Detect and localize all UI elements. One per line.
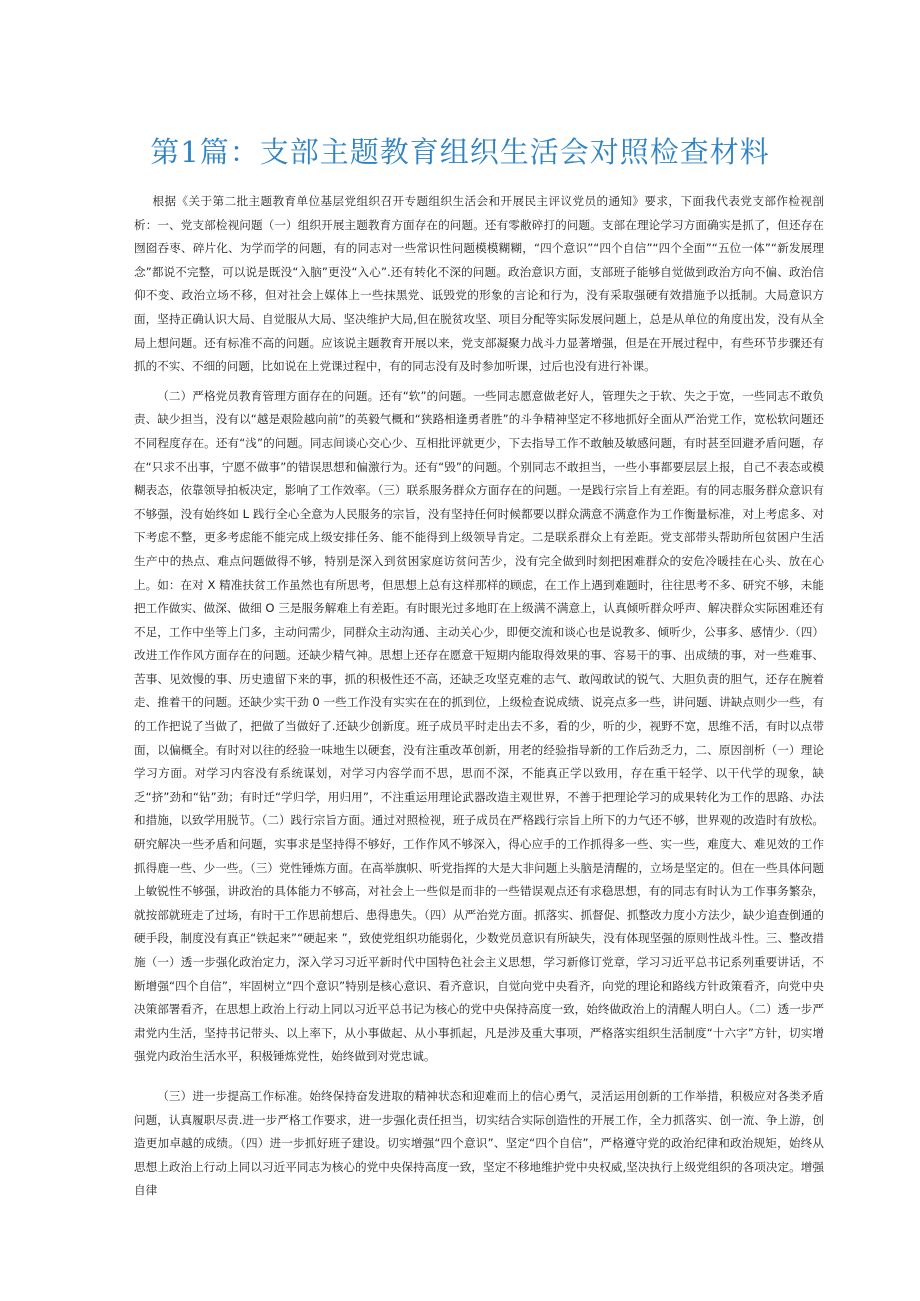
paragraph-2: （二）严格党员教育管理方面存在的问题。还有“软”的问题。一些同志愿意做老好人，管理失之于软、失之于宽，一些同志不敢负责、缺少担当，没有以“越是艰险越向前”的英毅气概和“狭路相逢勇者胜”的斗争精神坚定不移地抓好全面从严治党工作，宽松软问题还不同程度存在。还有“浅”的问题。同志间谈心交心少、互相批评就更少，下去指导工作不敢触及敏感问题，有时甚至回避矛盾问题，存在“只求不出事，宁愿不做事”的错误思想和偏激行为。还有“毁”的问题。个别同志不敢担当，一些小事都要层层上报，自己不表态或模糊表态，依靠领导拍板决定，影响了工作效率。（三）联系服务群众方面存在的问题。一是践行宗旨上有差距。有的同志服务群众意识有不够强，没有始终如 L 践行全心全意为人民服务的宗旨，没有坚持任何时候都要以群众满意不满意作为工作衡量标准，对上考虑多、对下考虑不整，更多考虑能不能完成上级安排任务、能不能得到上级领导肯定。二是联系群众上有差距。党支部带头帮助所包贫困户生活生产中的热点、难点问题做得不够，特别是深入到贫困家庭访贫问苦少，没有完全做到时刻把困难群众的安危冷暖挂在心头、放在心上。如：在对 X 精准扶贫工作虽然也有所思考，但思想上总有这样那样的顾虑，在工作上遇到难题时，往往思考不多、研究不够，未能把工作做实、做深、做细 O 三是服务解难上有差距。有时眼光过多地盯在上级满不满意上，认真倾听群众呼声、解决群众实际困难还有不足，工作中坐等上门多，主动问需少，同群众主动沟通、主动关心少，即便交流和谈心也是说教多、倾听少，公事多、感情少.（四）改进工作作风方面存在的问题。还缺少精气神。思想上还存在愿意干短期内能取得效果的事、容易干的事、出成绩的事，对一些难事、苦事、见效慢的事、历史遗留下来的事，抓的积极性还不高，还缺乏攻坚克难的志气、敢闯敢试的锐气、大胆负责的胆气，还存在腕着走、推着干的问题。还缺少实干劲 0 一些工作没有实实在在的抓到位，上级检查说成绩、说亮点多一些，讲问题、讲缺点则少一些，有的工作把说了当做了，把做了当做好了.还缺少创新度。班子成员平时走出去不多，看的少，听的少，视野不宽，思维不活，有时以点带面，以偏概全。有时对以往的经验一味地生以硬套，没有注重改革创新，用老的经验指导新的工作后劲乏力，二、原因剖析（一）理论学习方面。对学习内容没有系统谋划，对学习内容学而不思，思而不深，不能真正学以致用，存在重干轻学、以干代学的现象，缺乏“挤”劲和“钻”劲；有时迁“学归学，用归用”，不注重运用理论武器改造主观世界，不善于把理论学习的成果转化为工作的思路、办法和措施，以致学用脱节。（二）践行宗旨方面。通过对照检视，班子成员在严格践行宗旨上所下的力气还不够，世界观的改造时有放松。研究解决一些矛盾和问题，实事求是坚持得不够好，工作作风不够深入，得心应手的工作抓得多一些、实一些，难度大、难见效的工作抓得鹿一些、少一些。（三）党性锤炼方面。在高举旗帜、听党指挥的大是大非问题上头脑是清醒的，立场是坚定的。但在一些具体问题上敏锐性不够强，讲政治的具体能力不够高，对社会上一些似是而非的一些错误观点还有求稳思想，有的同志有时认为工作事务繁杂，就按部就班走了过场，有时干工作思前想后、患得患失。（四）从严治党方面。抓落实、抓督促、抓整改力度小方法少，缺少追查倒通的硬手段，制度没有真正“铁起来”“硬起来 ”，致使党组织功能弱化，少数党员意识有所缺失，没有体现坚强的原则性战斗性。三、整改措施（一）透一步强化政治定力，深入学习习近平新时代中国特色社会主义思想，学习新修订党章，学习习近平总书记系列重要讲话，不断增强“四个自信”，牢固树立“四个意识”特别是核心意识、看齐意识，自觉向党中央看齐，向党的理论和路线方针政策看齐，向党中央决策部署看齐，在思想上政治上行动上同以习近平总书记为核心的党中央保持高度一致，始终做政治上的清醒人明白人。（二）透一步严肃党内生活，坚持书记带头、以上率下，从小事做起、从小事抓起，凡是涉及重大事项，严格落实组织生活制度“十六字”方针，切实增强党内政治生活水平，积极锤炼党性，始终做到对党忠诚。 xyxy=(134,388,824,1064)
document-body xyxy=(134,190,824,1203)
paragraph-1: 根据《关于第二批主题教育单位基层党组织召开专题组织生活会和开展民主评议党员的通知》要求，下面我代表党支部作检视剖析：一、党支部检视问题（一）组织开展主题教育方面存在的问题。还有零敝碎打的问题。支部在理论学习方面确实是抓了，但还存在囫囵吞枣、碎片化、为学而学的问题，有的同志对一些常识性问题模模糊糊，“四个意识”“四个自信”“四个全面”“五位一体”“新发展理念”都说不完整，可以说是既没“入脑”更没“入心”.还有转化不深的问题。政治意识方面，支部班子能够自觉做到政治方向不偏、政治信仰不变、政治立场不移，但对社会上媒体上一些抹黑党、诋毁党的形象的言论和行为，没有采取强硬有效措施予以抵制。大局意识方面，坚持正确认识大局、自觉服从大局、坚决维护大局,但在脱贫攻坚、项目分配等实际发展问题上，总是从单位的角度出发，没有从全局上想问题。还有标准不高的问题。应该说主题教育开展以来，党支部凝聚力战斗力显著增强，但是在开展过程中，有些环节步骤还有抓的不实、不细的问题，比如说在上党课过程中，有的同志没有及时参加听课，过后也没有进行补课。 xyxy=(134,194,824,374)
paragraph-3: （三）进一步提高工作标准。始终保持奋发进取的精神状态和迎难而上的信心勇气，灵活运用创新的工作举措，积极应对各类矛盾问题，认真履职尽责.进一步严格工作要求，进一步强化责任担当，切实结合实际创造性的开展工作，全力抓落实、创一流、争上游，创造更加卓越的成绩。（四）进一步抓好班子建设。切实增强“四个意识”、坚定“四个自信”，严格遵守党的政治纪律和政治规矩，始终从思想上政治上行动上同以习近平同志为核心的党中央保持高度一致，坚定不移地维护党中央权威,坚决执行上级党组织的各项决定。增强自律 xyxy=(134,1088,824,1198)
document-title: 第1篇：支部主题教育组织生活会对照检查材料 xyxy=(150,135,770,169)
